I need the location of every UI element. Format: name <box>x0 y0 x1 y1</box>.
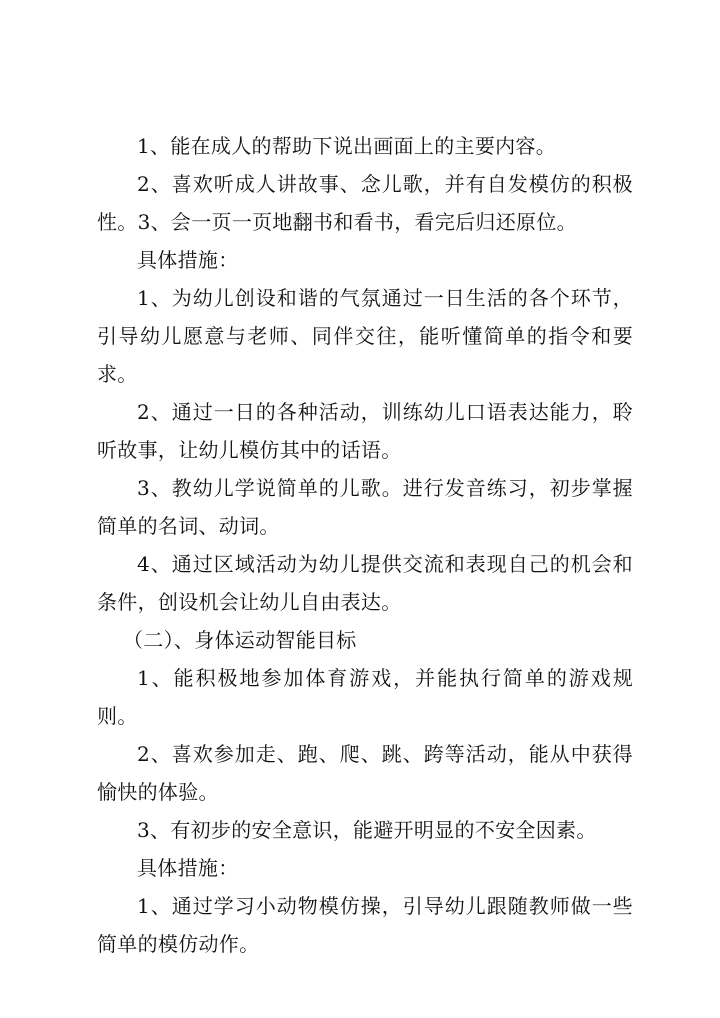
motor-goal-paragraph-1: 1、能积极地参加体育游戏，并能执行简单的游戏规则。 <box>97 666 633 728</box>
measure-paragraph-4: 4、通过区域活动为幼儿提供交流和表现自己的机会和条件，创设机会让幼儿自由表达。 <box>97 552 633 614</box>
motor-goal-paragraph-3: 3、有初步的安全意识，能避开明显的不安全因素。 <box>137 818 597 842</box>
motor-goal-paragraph-2: 2、喜欢参加走、跑、爬、跳、跨等活动，能从中获得愉快的体验。 <box>97 742 633 804</box>
motor-measures-heading: 具体措施： <box>137 856 239 880</box>
measure-paragraph-1: 1、为幼儿创设和谐的气氛通过一日生活的各个环节，引导幼儿愿意与老师、同伴交往，能听懂简单的指令和要求。 <box>97 286 633 386</box>
motor-measure-paragraph-1: 1、通过学习小动物模仿操，引导幼儿跟随教师做一些简单的模仿动作。 <box>97 894 633 956</box>
measure-paragraph-2: 2、通过一日的各种活动，训练幼儿口语表达能力，聆听故事，让幼儿模仿其中的话语。 <box>97 400 633 462</box>
goal-paragraph-1: 1、能在成人的帮助下说出画面上的主要内容。 <box>137 134 557 158</box>
goal-paragraph-2: 2、喜欢听成人讲故事、念儿歌，并有自发模仿的积极性。3、会一页一页地翻书和看书，看完后归还原位。 <box>97 172 633 234</box>
section-heading: （二）、身体运动智能目标 <box>123 628 357 652</box>
measure-paragraph-3: 3、教幼儿学说简单的儿歌。进行发音练习，初步掌握简单的名词、动词。 <box>97 476 633 538</box>
document-body <box>97 127 633 963</box>
measures-heading: 具体措施： <box>137 248 239 272</box>
